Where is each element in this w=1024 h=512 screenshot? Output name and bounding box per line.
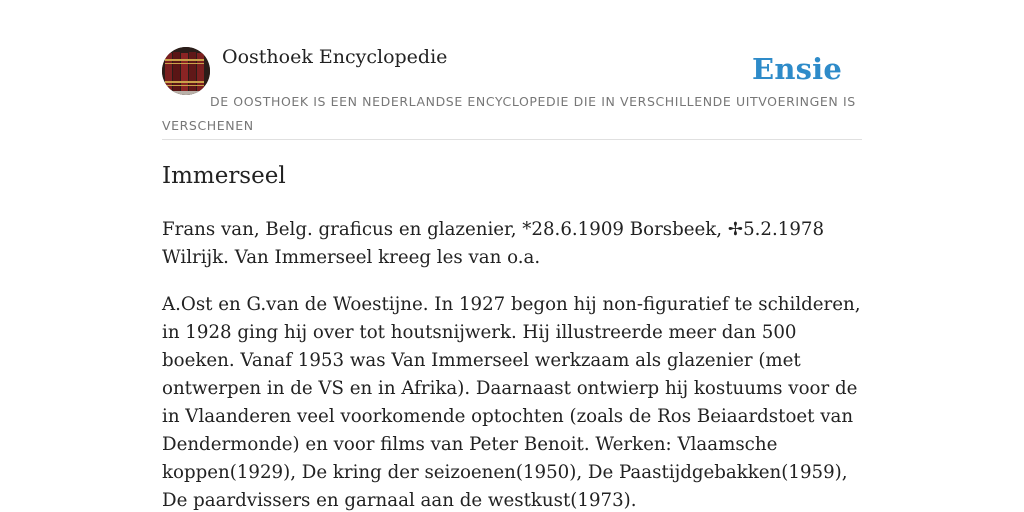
brand-logo-link[interactable]: Ensie bbox=[752, 52, 842, 86]
site-title[interactable]: Oosthoek Encyclopedie bbox=[222, 46, 448, 68]
entry-paragraph: Frans van, Belg. graficus en glazenier, *28.6.1909 Borsbeek, ✢5.2.1978 Wilrijk. Van Immerseel kreeg les van o.a. bbox=[162, 219, 825, 268]
entry-title: Immerseel bbox=[162, 163, 286, 189]
site-tagline: DE OOSTHOEK IS EEN NEDERLANDSE ENCYCLOPEDIE DIE IN VERSCHILLENDE UITVOERINGEN IS VERSCHENEN bbox=[162, 94, 856, 133]
site-avatar[interactable] bbox=[162, 47, 210, 95]
book-spines-icon bbox=[162, 47, 210, 95]
page bbox=[162, 0, 862, 512]
entry-paragraph: A.Ost en G.van de Woestijne. In 1927 begon hij non-figuratief te schilderen, in 1928 ging hij over tot houtsnijwerk. Hij illustreerde meer dan 500 boeken. Vanaf 1953 was Van Immerseel werkzaam als glazenier (met ontwerpen in de VS en in Afrika). Daarnaast ontwierp hij kostuums voor de in Vlaanderen veel voorkomende optochten (zoals de Ros Beiaardstoet van Dendermonde) en voor films van Peter Benoit. Werken: Vlaamsche koppen(1929), De kring der seizoenen(1950), De Paastijdgebakken(1959), De paardvissers en garnaal aan de westkust(1973). bbox=[162, 294, 861, 511]
site-header bbox=[162, 0, 862, 140]
